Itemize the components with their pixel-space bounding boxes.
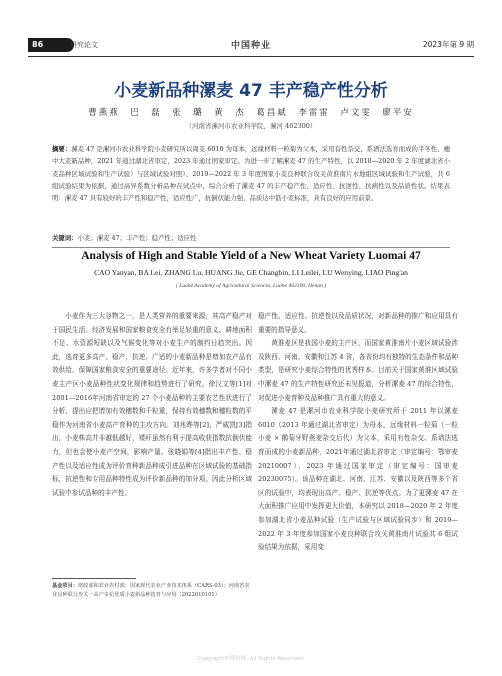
authors-cn: 曹燕燕 巴 磊 张 璐 黄 杰 葛昌斌 李雷雷 卢文雯 廖平安 [88, 108, 414, 118]
issue-label: 2023年第 9 期 [422, 40, 474, 49]
keywords-text: 小麦；漯麦 47；丰产性；稳产性；适应性 [77, 234, 197, 242]
funding-footnote [52, 582, 252, 600]
authors-en: CAO Yanyan, BA Lei, ZHANG Lu, HUANG Jie, GE Changbin, LI Leilei, LU Wenying, LIAO Ping'an [94, 268, 408, 277]
article-title-cn: 小麦新品种漯麦 47 丰产稳产性分析 [114, 81, 388, 101]
affiliation-en: ( Luohe Academy of Agricultural Sciences, Luohe 462300, Henan ) [175, 283, 327, 289]
keywords-label: 关键词： [52, 234, 78, 242]
page-number-badge: 86 [28, 38, 74, 52]
body-column-left [52, 310, 252, 500]
footnote-label: 基金项目： [52, 583, 78, 589]
body-paragraph: 漯麦 47 是漯河市农业科学院小麦研究所于 2011 年以漯麦 6010（2013 年通过湖北省审定）为母本，远缘材料一粒菊（一粒小麦 × 鹅菊牙野燕麦杂交后代）为父本，采用有性杂交、系谱法选育而成的小麦新品种，2021年通过湖北省审定（审定编号：鄂审麦 20210007），2023 年通过国家审定（审定编号：国审麦 20230075）。该品种在湖北、河南、江苏、安徽以及陕西等多个省区的试验中，均表现出高产、稳产、抗逆等优点。为了更漯麦 47 在大面积推广应用中发挥更大价值，本研究以 2018—2020 年 2 年度参加湖北省小麦品种试验（生产试验与区域试验同步）和 2019—2022 年 3 年度参加国家小麦良种联合攻关黄淮南片试验共 6 组试验结果为依据，采用变 [258, 407, 458, 552]
section-divider [52, 247, 450, 248]
column-label: 研究论文 [70, 41, 98, 49]
footnote-text: 财政部和农业农村部：国家现代农业产业技术体系（CARS-03）；河南省农业良种联合攻关一高产多抗优质小麦新品种选育与应用（2022010101） [52, 583, 250, 598]
body-paragraph: 小麦作为三大谷物之一，是人类营养的重要来源，其高产稳产对于国民生活、经济发展和国家粮食安全有举足轻重的意义。耕地面积不足、水资源短缺以及气候变化等对小麦生产的制约日趋突出。因此，选育更多高产、稳产、抗逆、广适的小麦新品种是增加农产品有效供给、保障国家粮食安全的重要途径。近年来，许多学者对不同小麦主产区小麦品种性状变化规律和趋势进行了研究。徐汉文等[1]对2001—2016年河南省审定的 27 个小麦品种的主要农艺性状进行了分析，提出应把增加有效穗数和千粒重，保持有效穗数和穗粒数的平稳作为河南省小麦高产育种的主攻方向。刘兆晔等[2]、严威凯[3]指出，小麦株高并非越低越好，矮秆虽然有利于提高收获指数抗倒伏能力，但也会使小麦产空间，影响产量。张晓娟等[4]指出丰产性、稳产性以及适应性成为评价育种新品种成引进品种在区域试验的基础指标，抗逆性和专用品种特性成为评价新品种的加分项。因此分析区域试验中参试品种的丰产性、 [52, 312, 252, 497]
abstract-text: 漯麦 47 是漯河市农业科学院小麦研究所以周麦 6010 为母本，远缘材料一粒菊为父本，采用有性杂交、系谱法选育而成的半冬性、穗中大麦新品种，2021 年通过湖北省审定，2023 年通过国家审定。为进一步了解漯麦 47 的生产特性，以 2018—2020 年 2 年度湖北省小麦品种区域试验和生产试验）与区域试验对照）、2019—2022 年 3 年度国家小麦良种联合攻关黄淮南片水地组区域试验和生产试验，共 6 组试验结果为依据，通过高异系数分析品种在试点中，综合分析了漯麦 47 的丰产稳产性、适应性、抗逆性、抗病性以及品质性状。结果表明：漯麦 47 具有较好的丰产性和稳产性，适应性广，抗倒伏能力强，品质达中筋小麦标准，具有良好的应用前景。 [52, 145, 450, 203]
article-title-en: Analysis of High and Stable Yield of a New Wheat Variety Luomai 47 [81, 250, 421, 262]
page-header [0, 38, 502, 54]
journal-name: 中国种业 [230, 41, 271, 51]
body-column-right [258, 310, 458, 555]
header-rule [28, 56, 474, 57]
body-paragraph: 黄淮麦区是我国小麦的主产区，而国家黄淮南片小麦区域试验涉及陕西、河南、安徽和江苏 4 省，各省份均有独特的生态条件和品种类型，是研究小麦综合特性的优秀样本。目前关于国家黄淮区域试验中漯麦 47 的生产特性研究还未见报道，分析漯麦 47 的综合特性，对促进小麦育种及品种推广具有重大的意义。 [258, 339, 458, 402]
keywords-cn [52, 233, 450, 242]
copyright-watermark: Copyright©博看网. All Rights Reserved. [197, 656, 305, 662]
affiliation-cn: （河南省漯河市农业科学院，漯河 462300） [185, 122, 317, 130]
abstract-cn [52, 143, 450, 204]
body-paragraph: 稳产性、适应性、抗逆性以及品质状况，对新品种的推广和应用具有重要的指导意义。 [258, 312, 458, 334]
footnote-rule [52, 578, 136, 579]
abstract-label: 摘要： [52, 145, 72, 153]
